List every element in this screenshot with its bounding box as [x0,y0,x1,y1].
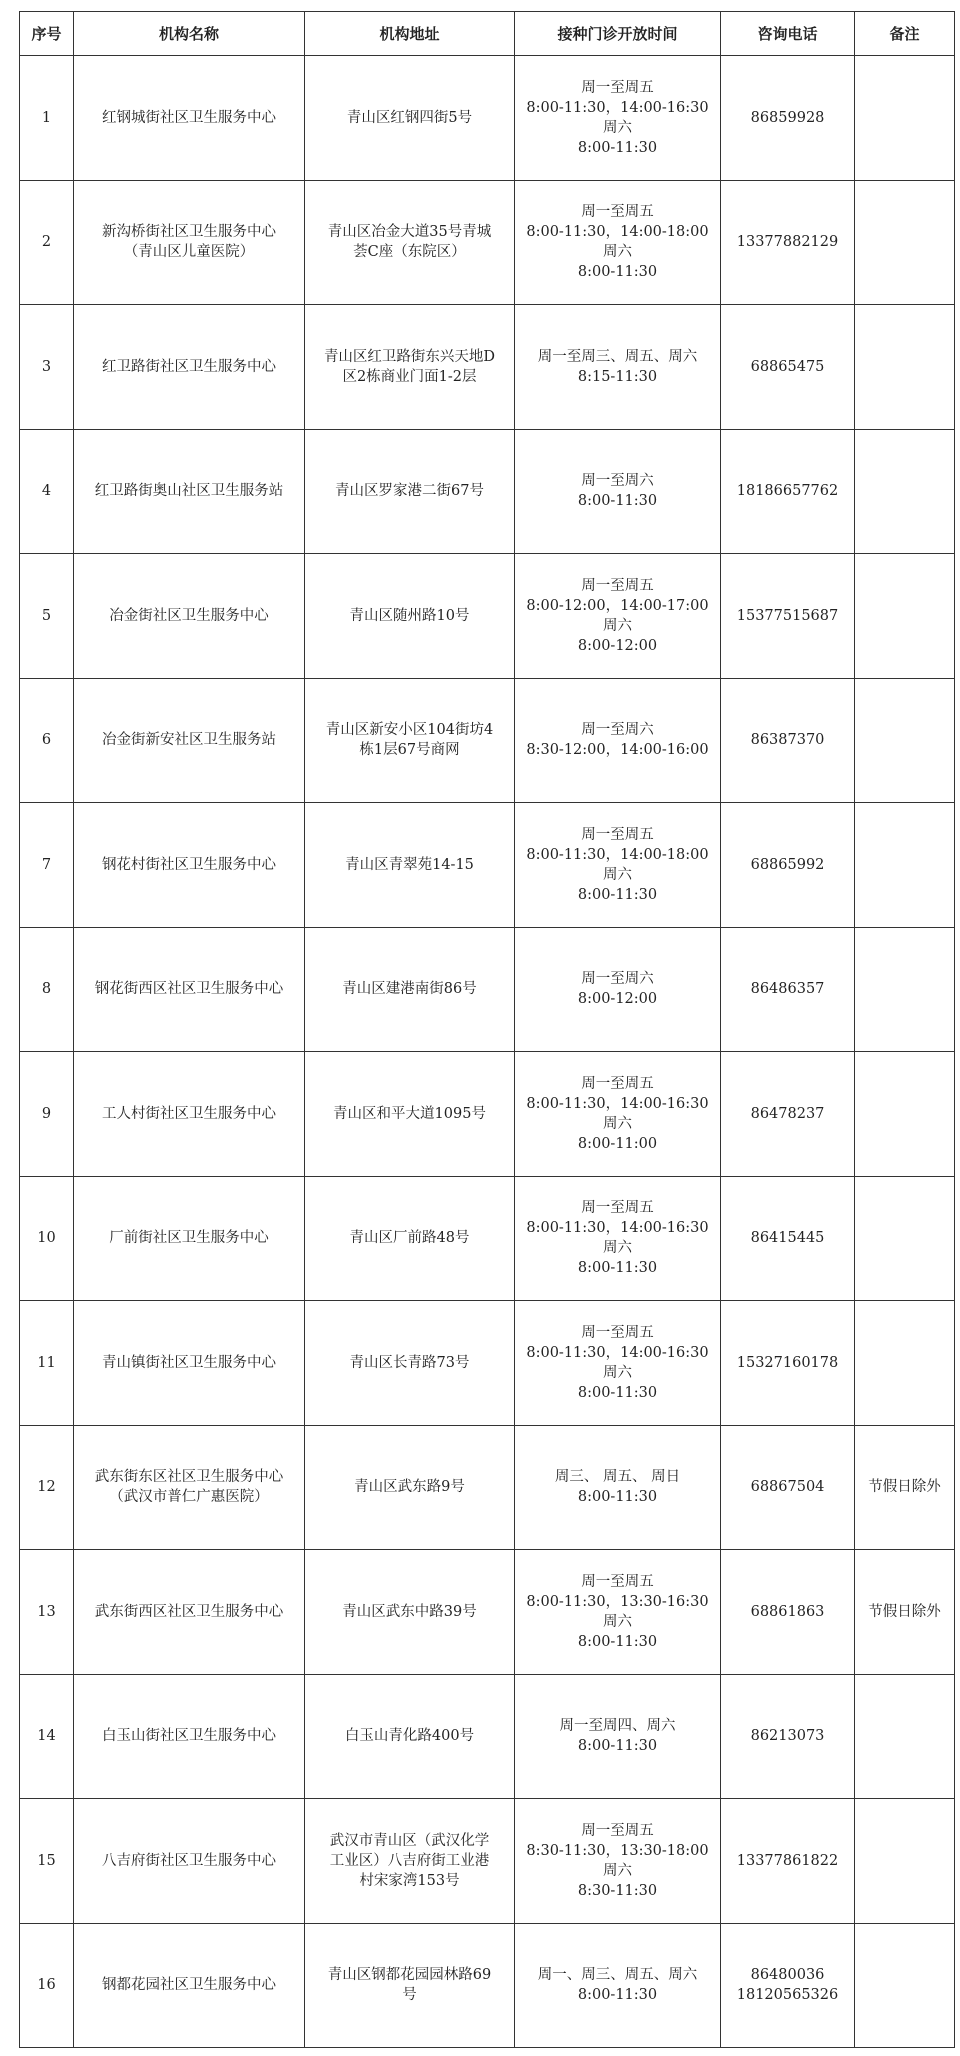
cell-name [74,1923,305,2048]
cell-phone [721,180,855,305]
cell-hours-line: 8:30-12:00，14:00-16:00 [526,742,709,759]
cell-note [855,429,955,554]
cell-name [74,1301,305,1426]
cell-address [305,1301,515,1426]
cell-index: 11 [20,1301,74,1426]
cell-address-line: 青山区武东路9号 [354,1479,465,1496]
header-name: 机构名称 [74,12,305,56]
cell-address [305,554,515,679]
cell-hours-line: 周六 [603,1240,632,1257]
cell-address [305,1550,515,1675]
cell-phone [721,1923,855,2048]
table-row [20,180,955,305]
cell-phone [721,1425,855,1550]
cell-index: 15 [20,1799,74,1924]
cell-name [74,1425,305,1550]
cell-address-line: 青山区厂前路48号 [349,1230,470,1247]
table-row [20,1923,955,2048]
cell-phone-line: 68861863 [750,1603,825,1620]
cell-phone-line: 15377515687 [736,607,839,624]
cell-address [305,180,515,305]
cell-phone [721,1052,855,1177]
table-row [20,1425,955,1550]
cell-phone-line: 68865992 [750,856,825,873]
cell-phone [721,1674,855,1799]
cell-name-line: 红卫路街社区卫生服务中心 [102,358,276,375]
cell-name-line: 新沟桥街社区卫生服务中心 [102,224,276,241]
cell-phone [721,429,855,554]
cell-hours-line: 8:15-11:30 [577,368,658,385]
cell-address [305,927,515,1052]
cell-phone [721,305,855,430]
cell-note [855,803,955,928]
cell-address [305,429,515,554]
cell-address-line: 青山区和平大道1095号 [333,1105,486,1122]
cell-name [74,803,305,928]
cell-address-line: 青山区建港南街86号 [342,981,477,998]
header-phone: 咨询电话 [721,12,855,56]
cell-address [305,1674,515,1799]
cell-hours [515,1301,721,1426]
cell-hours [515,1799,721,1924]
cell-hours [515,1052,721,1177]
cell-hours-line: 8:00-11:30，14:00-16:30 [526,99,709,116]
cell-note [855,1052,955,1177]
cell-name-line: 白玉山街社区卫生服务中心 [102,1728,276,1745]
cell-hours-line: 周六 [603,1364,632,1381]
cell-hours-line: 8:00-12:00 [577,991,658,1008]
cell-address [305,1799,515,1924]
cell-address-line: 荟C座（东院区） [353,244,466,261]
table-row [20,305,955,430]
cell-name [74,927,305,1052]
cell-address-line: 青山区长青路73号 [349,1354,470,1371]
cell-hours-line: 周一至周六 [581,473,654,490]
cell-address-line: 青山区冶金大道35号青城 [327,224,492,241]
cell-index: 8 [20,927,74,1052]
cell-note [855,554,955,679]
cell-hours-line: 周六 [603,1115,632,1132]
header-address: 机构地址 [305,12,515,56]
cell-phone-line: 15327160178 [736,1354,839,1371]
table-row [20,554,955,679]
cell-index: 16 [20,1923,74,2048]
cell-address-line: 青山区红钢四街5号 [346,109,473,126]
cell-hours-line: 8:00-11:00 [577,1135,658,1152]
cell-phone [721,927,855,1052]
cell-hours-line: 周一至周五 [581,1573,654,1590]
cell-phone [721,1799,855,1924]
cell-phone [721,803,855,928]
cell-note [855,56,955,181]
cell-index: 10 [20,1176,74,1301]
cell-note [855,1176,955,1301]
cell-name [74,305,305,430]
cell-index: 4 [20,429,74,554]
cell-hours [515,1425,721,1550]
cell-name [74,1799,305,1924]
table-row [20,56,955,181]
cell-address [305,1052,515,1177]
cell-phone-line: 13377861822 [736,1852,839,1869]
cell-hours-line: 8:30-11:30，13:30-18:00 [526,1842,709,1859]
cell-note [855,180,955,305]
cell-hours-line: 8:00-11:30 [577,1633,658,1650]
table-row [20,429,955,554]
cell-hours-line: 周一至周五 [581,1324,654,1341]
cell-phone-line: 86387370 [750,732,825,749]
cell-hours-line: 8:00-11:30 [577,264,658,281]
cell-hours-line: 8:00-12:00，14:00-17:00 [526,597,709,614]
cell-hours-line: 周一至周四、周六 [559,1718,676,1735]
cell-hours-line: 周六 [603,1862,632,1879]
cell-hours-line: 周一至周五 [581,1200,654,1217]
cell-hours [515,429,721,554]
cell-hours [515,554,721,679]
cell-hours-line: 周一至周五 [581,577,654,594]
table-row [20,1176,955,1301]
cell-address-line: 青山区钢都花园园林路69 [327,1967,492,1984]
cell-address-line: 武汉市青山区（武汉化学 [329,1832,490,1849]
cell-note [855,678,955,803]
cell-hours [515,180,721,305]
cell-hours-line: 周一至周三、周五、周六 [537,348,698,365]
cell-address [305,56,515,181]
cell-name-line: 八吉府街社区卫生服务中心 [102,1852,276,1869]
cell-hours-line: 周六 [603,866,632,883]
cell-hours-line: 周六 [603,617,632,634]
cell-index: 12 [20,1425,74,1550]
table-row [20,1550,955,1675]
cell-hours-line: 8:00-12:00 [577,637,658,654]
table-body [20,56,955,2048]
cell-note [855,1799,955,1924]
cell-address-line: 青山区青翠苑14-15 [345,856,474,873]
cell-name-line: 钢花街西区社区卫生服务中心 [94,981,284,998]
cell-address-line: 区2栋商业门面1-2层 [342,368,477,385]
table-row [20,1301,955,1426]
cell-address [305,1176,515,1301]
cell-phone [721,1301,855,1426]
cell-hours-line: 周一至周六 [581,722,654,739]
table-row [20,1052,955,1177]
cell-note: 节假日除外 [855,1425,955,1550]
header-index: 序号 [20,12,74,56]
cell-index: 9 [20,1052,74,1177]
cell-name [74,56,305,181]
cell-name-line: 工人村街社区卫生服务中心 [102,1105,276,1122]
cell-name [74,180,305,305]
cell-address [305,1923,515,2048]
cell-hours [515,56,721,181]
cell-address-line: 青山区罗家港二街67号 [335,483,484,500]
cell-address-line: 青山区新安小区104街坊4 [325,722,494,739]
cell-phone [721,1550,855,1675]
cell-hours-line: 8:00-11:30，14:00-16:30 [526,1344,709,1361]
cell-phone-line: 86859928 [750,109,825,126]
cell-phone-line: 68867504 [750,1479,825,1496]
cell-name [74,1550,305,1675]
cell-name [74,1674,305,1799]
cell-name-line: 武东街西区社区卫生服务中心 [94,1603,284,1620]
cell-phone-line: 68865475 [750,358,825,375]
cell-hours [515,678,721,803]
cell-index: 6 [20,678,74,803]
cell-hours-line: 8:00-11:30，14:00-16:30 [526,1220,709,1237]
cell-name [74,1176,305,1301]
cell-name-line: 厂前街社区卫生服务中心 [109,1230,269,1247]
cell-phone-line: 86213073 [750,1728,825,1745]
cell-name-line: 钢花村街社区卫生服务中心 [102,856,276,873]
cell-address [305,678,515,803]
cell-name-line: 冶金街新安社区卫生服务站 [102,732,276,749]
header-hours: 接种门诊开放时间 [515,12,721,56]
cell-hours-line: 周一至周五 [581,79,654,96]
cell-phone [721,1176,855,1301]
cell-index: 13 [20,1550,74,1675]
cell-hours-line: 8:00-11:30 [577,1738,658,1755]
cell-hours-line: 周一、周三、周五、周六 [537,1967,698,1984]
cell-index: 3 [20,305,74,430]
cell-hours [515,1923,721,2048]
cell-hours [515,803,721,928]
cell-hours-line: 周六 [603,244,632,261]
cell-hours-line: 周一至周五 [581,1075,654,1092]
cell-address [305,305,515,430]
cell-hours [515,1176,721,1301]
cell-name-line: 钢都花园社区卫生服务中心 [102,1977,276,1994]
cell-phone-line: 86480036 [750,1967,825,1984]
cell-hours-line: 周一至周五 [581,204,654,221]
cell-name [74,1052,305,1177]
cell-note [855,1301,955,1426]
cell-address-line: 青山区红卫路街东兴天地D [323,348,496,365]
cell-hours-line: 8:00-11:30，14:00-16:30 [526,1095,709,1112]
cell-name-line: 青山镇街社区卫生服务中心 [102,1354,276,1371]
cell-phone-line: 86486357 [750,981,825,998]
cell-phone-line: 18186657762 [736,483,839,500]
cell-hours-line: 8:00-11:30 [577,1384,658,1401]
cell-phone-line: 18120565326 [736,1987,839,2004]
cell-name-line: 武东街东区社区卫生服务中心 [94,1469,284,1486]
cell-name [74,429,305,554]
cell-name [74,554,305,679]
cell-address-line: 青山区武东中路39号 [342,1603,477,1620]
table-row [20,803,955,928]
cell-address-line: 工业区）八吉府街工业港 [329,1852,490,1869]
vaccination-clinic-table [19,11,955,2048]
cell-hours-line: 周三、 周五、 周日 [554,1469,681,1486]
cell-hours-line: 8:00-11:30 [577,1489,658,1506]
cell-address [305,803,515,928]
table-row [20,678,955,803]
cell-name-line: 冶金街社区卫生服务中心 [109,607,269,624]
cell-index: 7 [20,803,74,928]
cell-phone [721,678,855,803]
cell-address-line: 号 [402,1987,417,2004]
cell-name-line: 红卫路街奥山社区卫生服务站 [94,483,284,500]
cell-phone-line: 86478237 [750,1105,825,1122]
cell-hours [515,1674,721,1799]
cell-hours [515,1550,721,1675]
cell-note [855,1923,955,2048]
cell-hours-line: 周六 [603,1613,632,1630]
cell-note [855,305,955,430]
cell-hours [515,305,721,430]
header-note: 备注 [855,12,955,56]
cell-hours-line: 8:00-11:30，13:30-16:30 [526,1593,709,1610]
header-row [20,12,955,56]
cell-name [74,678,305,803]
cell-hours-line: 周一至周五 [581,1822,654,1839]
cell-phone [721,56,855,181]
cell-index: 14 [20,1674,74,1799]
cell-note: 节假日除外 [855,1550,955,1675]
cell-address [305,1425,515,1550]
cell-hours-line: 8:00-11:30 [577,139,658,156]
cell-hours-line: 周六 [603,119,632,136]
cell-hours-line: 8:00-11:30 [577,886,658,903]
cell-name-line: 红钢城街社区卫生服务中心 [102,109,276,126]
table-row [20,1674,955,1799]
cell-hours-line: 周一至周六 [581,971,654,988]
cell-address-line: 白玉山青化路400号 [344,1728,475,1745]
cell-phone [721,554,855,679]
cell-index: 2 [20,180,74,305]
table-row [20,1799,955,1924]
cell-name-line: （武汉市普仁广惠医院） [109,1489,269,1506]
cell-address-line: 栋1层67号商网 [359,742,460,759]
cell-address-line: 青山区随州路10号 [349,607,470,624]
cell-phone-line: 13377882129 [736,234,839,251]
cell-index: 1 [20,56,74,181]
cell-hours-line: 8:00-11:30 [577,1260,658,1277]
cell-index: 5 [20,554,74,679]
cell-hours [515,927,721,1052]
table-row [20,927,955,1052]
cell-phone-line: 86415445 [750,1230,825,1247]
cell-hours-line: 周一至周五 [581,826,654,843]
cell-hours-line: 8:00-11:30，14:00-18:00 [526,846,709,863]
cell-hours-line: 8:00-11:30 [577,1987,658,2004]
cell-note [855,927,955,1052]
cell-address-line: 村宋家湾153号 [359,1872,460,1889]
cell-hours-line: 8:00-11:30 [577,493,658,510]
cell-note [855,1674,955,1799]
cell-hours-line: 8:30-11:30 [577,1882,658,1899]
cell-name-line: （青山区儿童医院） [123,244,255,261]
cell-hours-line: 8:00-11:30，14:00-18:00 [526,224,709,241]
